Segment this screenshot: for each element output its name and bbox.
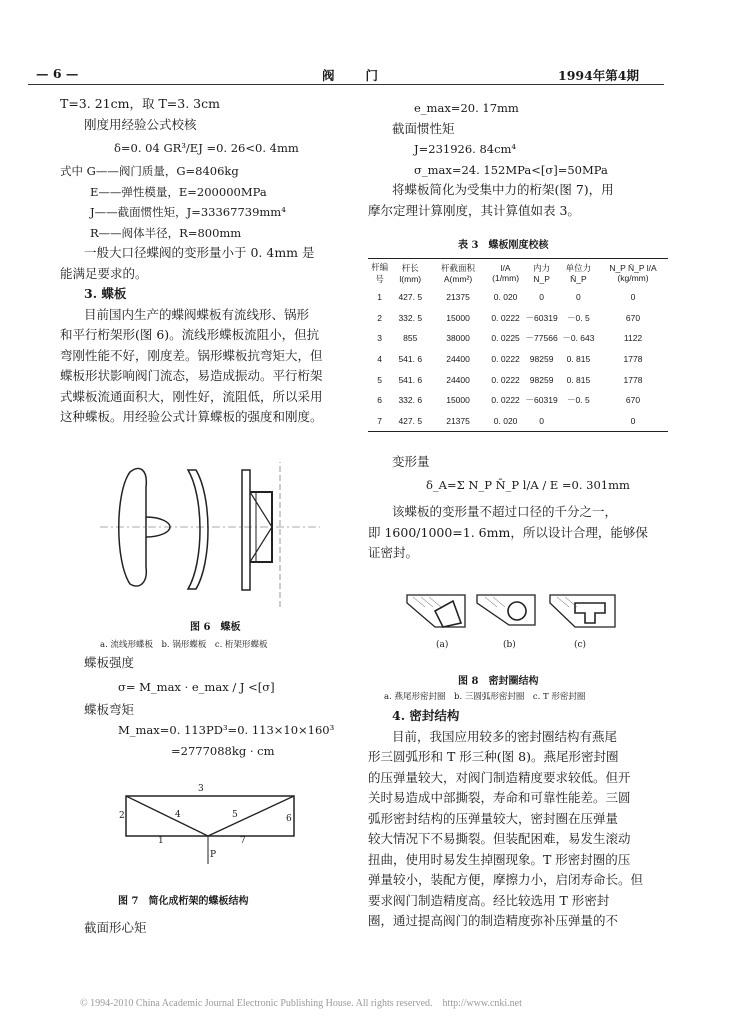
figure-8-drawing [405, 583, 620, 643]
table-row [368, 287, 668, 308]
page-number: — 6 — [36, 66, 79, 81]
table-header-row [368, 259, 668, 288]
text-line: 截面形心矩 [84, 920, 147, 935]
right-lower-column [368, 706, 668, 932]
table-cell: 6 [377, 395, 382, 406]
table-cell: 855 [403, 333, 418, 344]
right-column-mid [368, 502, 668, 564]
figure-8-label: (a) [436, 640, 449, 650]
text-line: 能满足要求的。 [60, 265, 148, 281]
text-line: 式中 G——阀门质量，G=8406kg [60, 164, 239, 178]
table-header-cell: N_P N̄_P l/A (kg/mm) [598, 259, 668, 288]
table-cell: 0 [576, 292, 581, 303]
figure-6-drawing [100, 462, 320, 607]
table-cell: 98259 [529, 374, 554, 385]
text-line: 一般大口径蝶阀的变形量小于 0. 4mm 是 [84, 245, 315, 260]
text-line: 这种蝶板。用经验公式计算蝶板的强度和刚度。 [60, 409, 323, 424]
figure-6-subcaption: a. 流线形蝶板 b. 锅形蝶板 c. 桁架形蝶板 [100, 640, 268, 650]
text-line: 圈，通过提高阀门的制造精度弥补压弹量的不 [368, 913, 619, 928]
table-cell: －77566 [525, 333, 558, 344]
table-cell: 1122 [623, 333, 643, 344]
table-cell: 670 [625, 395, 641, 406]
table-row [368, 390, 668, 411]
text-line: 要求阀门制造精度高。经比较选用 T 形密封 [368, 892, 610, 908]
table-cell: －60319 [525, 395, 558, 406]
truss-label: 3 [198, 784, 204, 794]
truss-label: 4 [175, 810, 181, 820]
table-cell: 7 [368, 411, 391, 432]
text-line: 截面惯性矩 [392, 120, 455, 136]
table-cell: 0 [524, 411, 558, 432]
formula-moment-value: =2777088kg · cm [171, 743, 275, 758]
table-cell: －0. 5 [567, 395, 590, 406]
figure-7-caption: 图 7 简化成桁架的蝶板结构 [118, 896, 249, 907]
text-line: T=3. 21cm，取 T=3. 3cm [60, 96, 220, 111]
text-line: 变形量 [392, 454, 430, 469]
truss-label: 5 [232, 810, 238, 820]
table-cell: 5 [377, 374, 382, 385]
left-lower-column [60, 653, 350, 761]
text-line: 式蝶板流通面积大，刚性好，流阻低，所以采用 [60, 388, 323, 404]
text-line: 蝶板形状影响阀门流态，易造成振动。平行桁架 [60, 368, 323, 383]
table-cell: 4 [377, 354, 382, 365]
formula-sigma-max: σ_max=24. 152MPa<[σ]=50MPa [414, 162, 608, 177]
text-line: 即 1600/1000=1. 6mm，所以设计合理，能够保 [368, 524, 648, 540]
text-line: 关时易造成中部撕裂，寿命和可靠性能差。三圆 [368, 790, 631, 805]
section-heading: 3. 蝶板 [84, 286, 127, 301]
figure-8-caption: 图 8 密封圈结构 [458, 676, 539, 687]
truss-label: 1 [158, 836, 164, 846]
table-cell: 0. 0225 [491, 333, 520, 344]
table-cell: 332. 6 [398, 395, 423, 406]
text-line: 目前国内生产的蝶阀蝶板有流线形、锅形 [84, 306, 310, 322]
table-cell: 541. 6 [398, 354, 423, 365]
text-line: 弯刚性能不好，刚度差。锅形蝶板抗弯矩大，但 [60, 347, 323, 363]
text-line: 和平行桁架形(图 6)。流线形蝶板流阻小，但抗 [60, 327, 320, 342]
table-cell: 98259 [529, 354, 554, 365]
truss-label: 2 [119, 811, 125, 821]
text-line: E——弹性模量，E=200000MPa [90, 184, 267, 199]
copyright-footer: © 1994-2010 China Academic Journal Electronic Publishing House. All rights reserved. http://www.cnki.net [80, 998, 522, 1009]
table-row [368, 349, 668, 370]
text-line: 蝶板弯矩 [84, 701, 135, 717]
figure-8-label: (b) [503, 640, 516, 650]
table-cell: 0. 0222 [491, 395, 520, 406]
table-cell: －60319 [525, 312, 558, 323]
formula-deformation: δ_A=Σ N_P N̄_P l/A / E =0. 301mm [426, 478, 630, 492]
table-cell: 0. 0222 [491, 312, 520, 323]
formula-emax: e_max=20. 17mm [414, 101, 519, 115]
formula-delta: δ=0. 04 GR³/EJ =0. 26<0. 4mm [114, 141, 299, 155]
formula-sigma: σ= M_max · e_max / J <[σ] [118, 679, 275, 694]
table-cell: 3 [377, 333, 382, 344]
table-cell: 21375 [429, 411, 486, 432]
table-cell: 0 [539, 292, 544, 303]
table-cell: 670 [625, 312, 641, 323]
table-cell: 0. 0222 [491, 354, 520, 365]
header-rule [28, 84, 664, 85]
formula-J: J=231926. 84cm⁴ [414, 142, 517, 156]
text-line: 该蝶板的变形量不超过口径的千分之一， [392, 504, 618, 519]
table-cell: 427. 5 [391, 411, 429, 432]
table-cell: 24400 [446, 374, 470, 385]
formula-moment: M_max=0. 113PD³=0. 113×10×160³ [118, 723, 335, 737]
text-line: 弹量较小，装配方便，摩擦力小，启闭寿命长。但 [368, 872, 644, 887]
truss-label: 7 [240, 836, 246, 846]
table-cell: 15000 [446, 395, 470, 406]
table-row [368, 328, 668, 349]
table-cell: 541. 6 [398, 374, 423, 385]
text-line: 较大情况下不易撕裂。但装配困难，易发生滚动 [368, 831, 631, 846]
table-3-title: 表 3 蝶板刚度校核 [458, 240, 549, 251]
issue-label: 1994年第4期 [558, 68, 639, 83]
figure-8-subcaption: a. 燕尾形密封圈 b. 三圆弧形密封圈 c. T 形密封圈 [384, 692, 586, 702]
table-cell: 0. 815 [566, 374, 591, 385]
table-header-cell: l/A (1/mm) [487, 259, 525, 288]
text-line: 刚度用经验公式校核 [84, 116, 197, 132]
text-line: 的压弹量较大，对阀门制造精度要求较低。但开 [368, 769, 631, 785]
table-3 [368, 258, 668, 432]
figure-6-caption: 图 6 蝶板 [190, 622, 241, 633]
table-row [368, 411, 668, 432]
text-line: J——截面惯性矩，J=33367739mm⁴ [90, 205, 286, 219]
table-cell: 0. 0222 [491, 374, 520, 385]
text-line: 蝶板强度 [84, 655, 135, 670]
figure-8-label: (c) [574, 640, 587, 650]
table-cell: 38000 [446, 333, 470, 344]
table-cell: 0. 020 [487, 411, 525, 432]
text-line: 弧形密封结构的压弹量较大，密封圈在压弹量 [368, 810, 619, 826]
truss-label: P [210, 850, 217, 860]
table-cell: 0. 020 [493, 292, 518, 303]
text-line: 证密封。 [368, 545, 419, 560]
text-line: 将蝶板简化为受集中力的桁架(图 7)，用 [392, 182, 614, 197]
table-cell: 427. 5 [398, 292, 423, 303]
text-line: 摩尔定理计算刚度，其计算值如表 3。 [368, 202, 580, 218]
table-cell: 0. 815 [566, 354, 591, 365]
journal-title: 阀 门 [322, 68, 381, 83]
text-line: 目前，我国应用较多的密封圈结构有燕尾 [392, 728, 618, 744]
table-cell: 24400 [446, 354, 470, 365]
table-cell: 1778 [623, 374, 643, 385]
table-cell: 0 [598, 411, 668, 432]
table-header-cell: 单位力 N̄_P [559, 259, 598, 288]
table-cell: 332. 5 [398, 312, 423, 323]
table-header-cell: 杆长 l(mm) [391, 259, 429, 288]
table-row [368, 308, 668, 329]
table-cell: －0. 643 [562, 333, 595, 344]
table-cell: 21375 [446, 292, 470, 303]
table-row [368, 369, 668, 390]
text-line: 扭曲，使用时易发生掉圈现象。T 形密封圈的压 [368, 851, 631, 867]
table-cell: 1 [377, 292, 382, 303]
table-cell: －0. 5 [567, 312, 590, 323]
text-line: 形三圆弧形和 T 形三种(图 8)。燕尾形密封圈 [368, 749, 619, 764]
section-heading: 4. 密封结构 [392, 708, 460, 723]
table-cell: 2 [377, 312, 382, 323]
table-cell [559, 411, 598, 432]
table-cell: 15000 [446, 312, 470, 323]
table-cell: 1778 [623, 354, 643, 365]
right-column [368, 98, 668, 221]
table-header-cell: 内力 N_P [524, 259, 558, 288]
table-cell: 0 [630, 292, 636, 303]
table-header-cell: 杆编号 [368, 259, 391, 288]
left-column [60, 94, 350, 428]
text-line: R——阀体半径，R=800mm [90, 225, 242, 240]
truss-label: 6 [286, 814, 292, 824]
table-header-cell: 杆截面积 A(mm²) [429, 259, 486, 288]
